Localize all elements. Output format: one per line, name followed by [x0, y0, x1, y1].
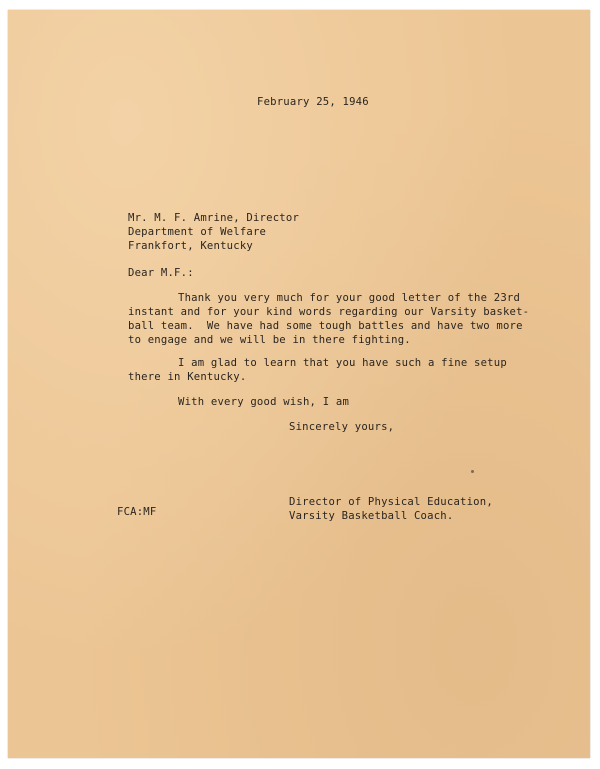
paragraph-1-line-2: instant and for your kind words regarding our Varsity basket- — [128, 306, 530, 318]
paper-speck — [471, 470, 474, 473]
paragraph-1-line-3: ball team. We have had some tough battles and have two more — [128, 320, 523, 332]
paragraph-2-line-2: there in Kentucky. — [128, 371, 247, 383]
recipient-name-line: Mr. M. F. Amrine, Director — [128, 212, 300, 224]
recipient-department-line: Department of Welfare — [128, 226, 267, 238]
paragraph-1-line-1: Thank you very much for your good letter of the 23rd — [178, 292, 521, 304]
recipient-city-line: Frankfort, Kentucky — [128, 240, 253, 252]
paragraph-3: With every good wish, I am — [178, 396, 350, 408]
letter-page — [8, 10, 590, 758]
paragraph-2-line-1: I am glad to learn that you have such a fine setup — [178, 357, 507, 369]
letter-date: February 25, 1946 — [257, 96, 369, 108]
paragraph-1-line-4: to engage and we will be in there fighting. — [128, 334, 411, 346]
signature-title-line-2: Varsity Basketball Coach. — [289, 510, 454, 522]
typist-initials: FCA:MF — [117, 506, 157, 518]
signature-title-line-1: Director of Physical Education, — [289, 496, 493, 508]
salutation: Dear M.F.: — [128, 267, 194, 279]
closing: Sincerely yours, — [289, 421, 395, 433]
